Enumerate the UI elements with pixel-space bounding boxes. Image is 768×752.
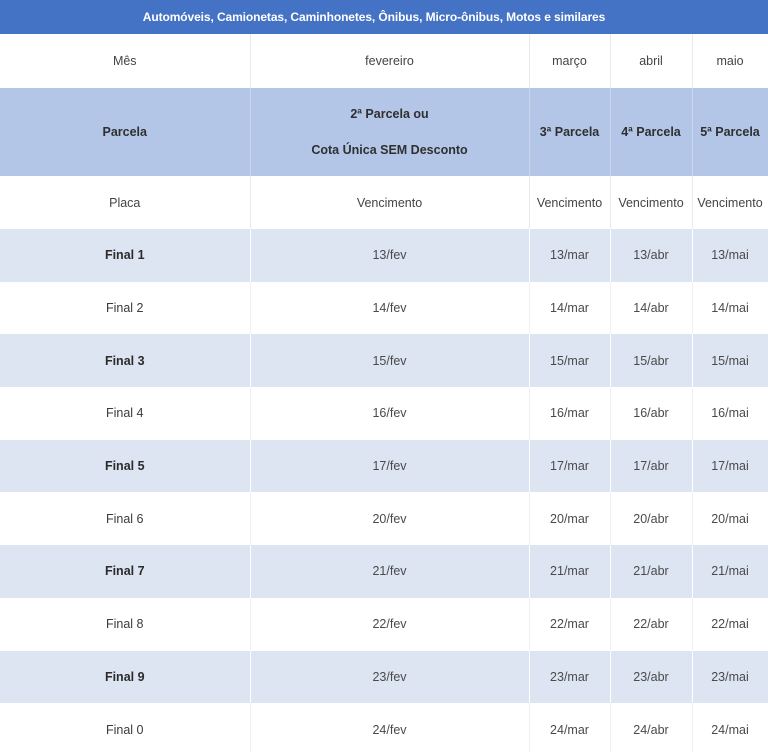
table-row bbox=[0, 387, 768, 440]
due-date-cell: 24/abr bbox=[610, 703, 692, 752]
table-row bbox=[0, 598, 768, 651]
month-cell: fevereiro bbox=[250, 34, 529, 88]
installment-cell-first bbox=[250, 88, 529, 176]
due-date-cell: 14/abr bbox=[610, 282, 692, 335]
installment-label: Parcela bbox=[0, 88, 250, 176]
month-cell: maio bbox=[692, 34, 768, 88]
due-date-cell: 23/fev bbox=[250, 651, 529, 704]
due-date-cell: 22/mai bbox=[692, 598, 768, 651]
due-date-cell: 21/mai bbox=[692, 545, 768, 598]
due-date-header: Vencimento bbox=[529, 176, 610, 229]
table-row bbox=[0, 334, 768, 387]
plate-label: Placa bbox=[0, 176, 250, 229]
plate-final-cell: Final 7 bbox=[0, 545, 250, 598]
due-date-cell: 20/mai bbox=[692, 492, 768, 545]
month-label: Mês bbox=[0, 34, 250, 88]
due-date-cell: 24/mai bbox=[692, 703, 768, 752]
due-date-cell: 16/abr bbox=[610, 387, 692, 440]
due-date-cell: 15/mai bbox=[692, 334, 768, 387]
due-date-cell: 14/fev bbox=[250, 282, 529, 335]
due-date-cell: 24/mar bbox=[529, 703, 610, 752]
installment-first-line2: Cota Única SEM Desconto bbox=[311, 143, 468, 157]
plate-final-cell: Final 1 bbox=[0, 229, 250, 282]
due-date-cell: 17/abr bbox=[610, 440, 692, 493]
table-banner: Automóveis, Camionetas, Caminhonetes, Ônibus, Micro-ônibus, Motos e similares bbox=[0, 0, 768, 34]
due-date-cell: 17/mar bbox=[529, 440, 610, 493]
due-date-header: Vencimento bbox=[610, 176, 692, 229]
due-date-cell: 15/mar bbox=[529, 334, 610, 387]
due-date-cell: 13/mai bbox=[692, 229, 768, 282]
due-date-cell: 16/mai bbox=[692, 387, 768, 440]
due-date-cell: 16/mar bbox=[529, 387, 610, 440]
due-date-cell: 20/abr bbox=[610, 492, 692, 545]
due-date-cell: 15/abr bbox=[610, 334, 692, 387]
table-row bbox=[0, 651, 768, 704]
plate-final-cell: Final 0 bbox=[0, 703, 250, 752]
due-date-cell: 17/fev bbox=[250, 440, 529, 493]
table-row bbox=[0, 229, 768, 282]
plate-final-cell: Final 6 bbox=[0, 492, 250, 545]
table-row bbox=[0, 440, 768, 493]
due-date-cell: 13/mar bbox=[529, 229, 610, 282]
plate-final-cell: Final 8 bbox=[0, 598, 250, 651]
table-row bbox=[0, 703, 768, 752]
due-date-cell: 23/abr bbox=[610, 651, 692, 704]
plate-final-cell: Final 3 bbox=[0, 334, 250, 387]
month-header-row bbox=[0, 34, 768, 88]
due-date-cell: 23/mar bbox=[529, 651, 610, 704]
plate-final-cell: Final 9 bbox=[0, 651, 250, 704]
due-date-cell: 24/fev bbox=[250, 703, 529, 752]
installment-cell: 5ª Parcela bbox=[692, 88, 768, 176]
installment-first-line1: 2ª Parcela ou bbox=[350, 107, 429, 121]
plate-final-cell: Final 5 bbox=[0, 440, 250, 493]
plate-header-row bbox=[0, 176, 768, 229]
due-date-cell: 21/abr bbox=[610, 545, 692, 598]
due-date-cell: 22/abr bbox=[610, 598, 692, 651]
table-row bbox=[0, 492, 768, 545]
due-date-cell: 13/fev bbox=[250, 229, 529, 282]
due-date-cell: 14/mar bbox=[529, 282, 610, 335]
installment-cell: 4ª Parcela bbox=[610, 88, 692, 176]
due-date-cell: 17/mai bbox=[692, 440, 768, 493]
month-cell: abril bbox=[610, 34, 692, 88]
due-date-cell: 23/mai bbox=[692, 651, 768, 704]
month-cell: março bbox=[529, 34, 610, 88]
installment-header-row bbox=[0, 88, 768, 176]
plate-final-cell: Final 4 bbox=[0, 387, 250, 440]
installment-cell: 3ª Parcela bbox=[529, 88, 610, 176]
due-date-cell: 21/mar bbox=[529, 545, 610, 598]
due-date-cell: 15/fev bbox=[250, 334, 529, 387]
due-date-cell: 14/mai bbox=[692, 282, 768, 335]
due-date-cell: 21/fev bbox=[250, 545, 529, 598]
table-row bbox=[0, 545, 768, 598]
due-date-cell: 16/fev bbox=[250, 387, 529, 440]
due-date-cell: 20/mar bbox=[529, 492, 610, 545]
due-date-header: Vencimento bbox=[692, 176, 768, 229]
due-date-cell: 22/mar bbox=[529, 598, 610, 651]
plate-final-cell: Final 2 bbox=[0, 282, 250, 335]
table-row bbox=[0, 282, 768, 335]
due-date-cell: 13/abr bbox=[610, 229, 692, 282]
due-date-cell: 20/fev bbox=[250, 492, 529, 545]
ipva-schedule-table bbox=[0, 34, 768, 752]
due-date-header: Vencimento bbox=[250, 176, 529, 229]
due-date-cell: 22/fev bbox=[250, 598, 529, 651]
